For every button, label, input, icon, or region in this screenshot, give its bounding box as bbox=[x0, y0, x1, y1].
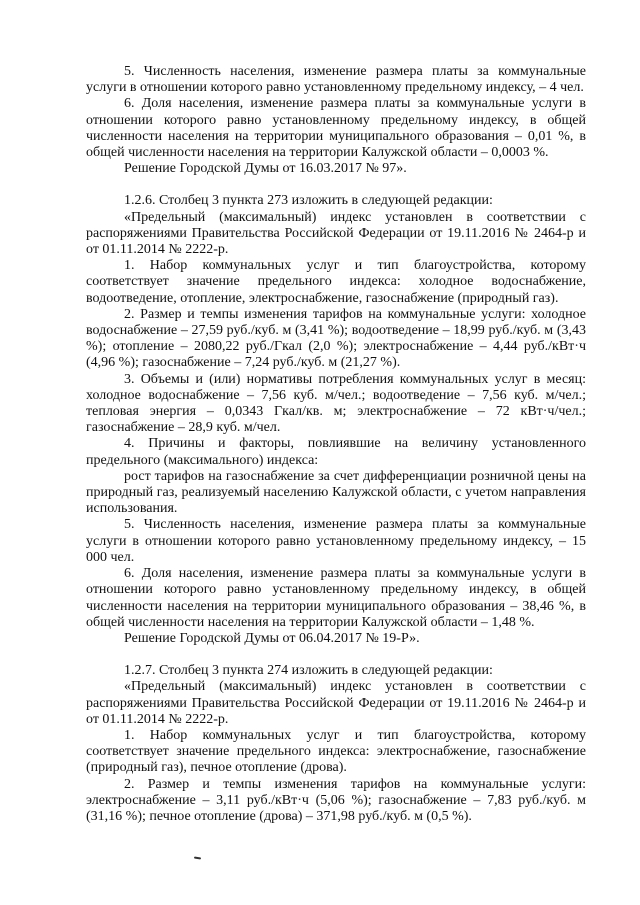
paragraph: Решение Городской Думы от 16.03.2017 № 97». bbox=[124, 161, 407, 177]
paragraph: 5. Численность населения, изменение размера платы за коммунальные услуги в отношении которого равно установленному предельному индексу, – 15 000 чел. bbox=[86, 517, 586, 565]
paragraph: 1.2.6. Столбец 3 пункта 273 изложить в следующей редакции: bbox=[124, 193, 493, 209]
paragraph: 6. Доля населения, изменение размера платы за коммунальные услуги в отношении которого равно установленному предельному индексу, в общей численности населения на территории муниципального образования – 0,01 %, в общей численности населения на территории Калужской области – 0,0003 %. bbox=[86, 96, 586, 161]
paragraph: «Предельный (максимальный) индекс установлен в соответствии с распоряжениями Правительства Российской Федерации от 19.11.2016 № 2464-р и от 01.11.2014 № 2222-р. bbox=[86, 209, 586, 258]
paragraph: рост тарифов на газоснабжение за счет дифференциации розничной цены на природный газ, реализуемый населению Калужской области, с учетом направления использования. bbox=[86, 468, 586, 517]
paragraph: 6. Доля населения, изменение размера платы за коммунальные услуги в отношении которого равно установленному предельному индексу, в общей численности населения на территории муниципального образования – 38,46 %, в общей численности населения на территории Калужской области – 1,48 %. bbox=[86, 566, 586, 630]
paragraph: Решение Городской Думы от 06.04.2017 № 19-Р». bbox=[124, 630, 420, 646]
paragraph: 1.2.7. Столбец 3 пункта 274 изложить в следующей редакции: bbox=[124, 663, 493, 679]
paragraph: 1. Набор коммунальных услуг и тип благоустройства, которому соответствует значение предельного индекса: холодное водоснабжение, водоотведение, отопление, электроснабжение, газоснабжение (природный газ). bbox=[86, 258, 586, 306]
paragraph: 3. Объемы и (или) нормативы потребления коммунальных услуг в месяц: холодное водоснабжение – 7,56 куб. м/чел.; водоотведение – 7,56 куб. м/чел.; тепловая энергия – 0,0343 Гкал/кв. м; электроснабжение – 72 кВт·ч/чел.; газоснабжение – 28,9 куб. м/чел. bbox=[86, 371, 586, 436]
paragraph: «Предельный (максимальный) индекс установлен в соответствии с распоряжениями Правительства Российской Федерации от 19.11.2016 № 2464-р и от 01.11.2014 № 2222-р. bbox=[86, 679, 586, 727]
paragraph: 5. Численность населения, изменение размера платы за коммунальные услуги в отношении которого равно установленному предельному индексу, – 4 чел. bbox=[86, 64, 586, 96]
paragraph: 1. Набор коммунальных услуг и тип благоустройства, которому соответствует значение предельного индекса: электроснабжение, газоснабжение (природный газ), печное отопление (дрова). bbox=[86, 727, 586, 776]
scan-mark bbox=[194, 857, 201, 860]
paragraph: 2. Размер и темпы изменения тарифов на коммунальные услуги: холодное водоснабжение – 27,59 руб./куб. м (3,41 %); водоотведение – 18,99 руб./куб. м (3,43 %); отопление – 2080,22 руб./Гкал (2,0 %); электроснабжение – 4,44 руб./кВт·ч (4,96 %); газоснабжение – 7,24 руб./куб. м (21,27 %). bbox=[86, 306, 586, 371]
paragraph: 4. Причины и факторы, повлиявшие на величину установленного предельного (максимального) индекса: bbox=[86, 436, 586, 468]
paragraph: 2. Размер и темпы изменения тарифов на коммунальные услуги: электроснабжение – 3,11 руб./кВт·ч (5,06 %); газоснабжение – 7,83 руб./куб. м (31,16 %); печное отопление (дрова) – 371,98 руб./куб. м (0,5 %). bbox=[86, 776, 586, 824]
document-body bbox=[86, 64, 586, 825]
